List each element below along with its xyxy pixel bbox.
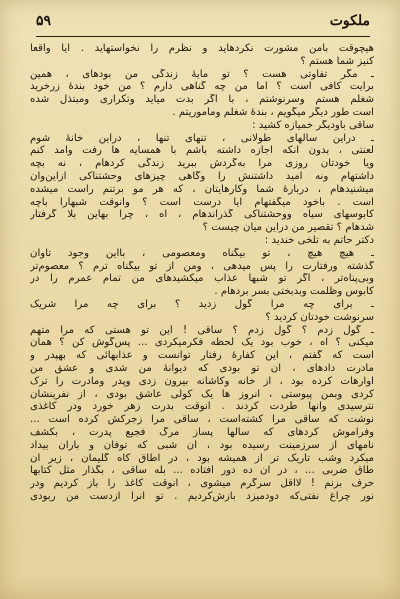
text-line: طاق ضربی ... ، در آن ده دور افتاده ... بله ساقی ، بگذار مثل کتابها — [30, 465, 374, 477]
text-line: است طور دیگر میگویم ، بندهٔ شغلم ومأموریتم . — [172, 106, 374, 118]
text-line: نوشت که ساقی مرا کشته‌است ، ساقی مرا زجرکش کرده است ... — [30, 414, 374, 426]
text-line: نامهای از سرزمینت رسیده بود ، آن شبی که توفان و باران بیداد — [30, 439, 374, 451]
text-line: ـ هیچ هیچ ، تو بیگناه ومعصومی ، بااین وجود تاوان — [30, 247, 374, 259]
text-line: حرف بزنم ! لااقل سرگرم میشوی ، آنوقت کاغذ را باز کردیم ودر — [30, 478, 374, 490]
text-line: ویا خودتان روزی مرا به‌گردش ببرید زندگی کردهام ، نه بچه — [30, 158, 374, 170]
text-line: کابوس وظلمت وبدبختی بسر بردهام . — [214, 286, 374, 298]
text-line: کابوسهای سیاه ووحشتناکی گذراندهام ، آه ، چرا بهاین بلا گرفتار — [30, 209, 374, 221]
body-text — [30, 43, 374, 504]
text-line: میکرد وشب تاریک تر از همیشه بود ، در اطاق کاه گلیمان ، زیر آن — [30, 452, 374, 464]
text-line: گذشته ورفتارت را پس میدهی ، ومن از تو بیگناه ترم ؟ معصوم‌تر — [30, 260, 374, 272]
text-line: ساقی باودیگر خمیازه کشید : — [252, 119, 374, 131]
text-line: برایت کافی است ؟ اما من چه گناهی دارم ؟ من خود بندهٔ زرخرید — [30, 81, 374, 93]
text-line: شدهام ؟ تقصیر من دراین میان چیست ؟ — [202, 222, 374, 234]
text-line: وفراموش کردهای که سالها پساز مرگ فجیع پدرت ، بکشف — [30, 426, 374, 438]
text-line: است . باخود میگفتهام آیا درست است ؟ وآنوقت شبهارا باچه — [30, 196, 374, 208]
page-number: ۵۹ — [36, 13, 52, 29]
text-line: شغلم هستم وسرنوشتم ، با اگر بدت میآید وتکراری ومبتذل شده — [30, 94, 374, 106]
text-line: است که گفتم ، این کفارهٔ رفتار توانست و عذابهائی که بهپدر و — [30, 350, 374, 362]
text-line: نور چراغ نفتی‌که دودمیزد بازش‌کردیم . تو آنرا ازدست من ربودی — [30, 490, 374, 502]
text-line: دکتر حاتم به تلخی خندید : — [264, 234, 374, 246]
text-line: کنیز شما هستم ؟ — [300, 55, 374, 67]
text-line: هیچوقت بامن مشورت نکردهاید و نظرم را نخواستهاید . آیا واقعاً — [30, 43, 374, 54]
text-line: سرنوشت خودتان کردید ؟ — [265, 311, 374, 323]
text-line: مادرت دادهای ، آن تو بودی که دیوانهٔ من شدی و عشق من — [30, 362, 374, 374]
text-line: داشتهام ونه امید داشتنش را وگاهی چیزهای وحشتناکی ازاین‌وآن — [30, 170, 374, 182]
text-line: میشنیدهام ، دربارهٔ شما وکارهایتان ، که هر مو برتنم راست میشده — [30, 183, 374, 195]
text-line: میکنی ؟ آه ، خوب بود یک لحظه فکرمیکردی ... پس‌گوش کن ؟ همان — [30, 337, 374, 349]
text-line: ـ مگر تفاوتی هست ؟ تو مایهٔ زندگی من بودهای ، همین — [30, 68, 374, 80]
text-line: آوارهات کرده بود ، از خانه وکاشانه بیرون زدی وپدر ومادرت را ترک — [30, 375, 374, 387]
text-line: لعنتی ، بدون آنکه اجازه داشته باشم با همسایه ها رفت وآمد کنم — [30, 145, 374, 157]
text-line: ـ گول زدم ؟ گول زدم ؟ ساقی ! این تو هستی که مرا متهم — [30, 324, 374, 336]
page-header — [36, 12, 370, 37]
text-line: نترسیدی وآنها طردت کردند . آنوقت بدرت زهر خورد ودر کاغذی — [30, 401, 374, 413]
text-line: وبی‌پناه‌تر ، اگر تو شبها عذاب میکشیدهای من تمام عمرم را در — [30, 273, 374, 285]
text-line: کردی وبمن پیوستی ، آنروز ها یک کولی عاشق بودی ، از نفرینشان — [30, 388, 374, 400]
text-line: ـ دراین سالهای طولانی ، تنهای تنها ، دراین خانهٔ شوم — [30, 132, 374, 144]
text-line: ـ برای چه مرا گول زدید ؟ برای چه مرا شریک — [30, 298, 374, 310]
running-title: ملکوت — [329, 13, 370, 29]
